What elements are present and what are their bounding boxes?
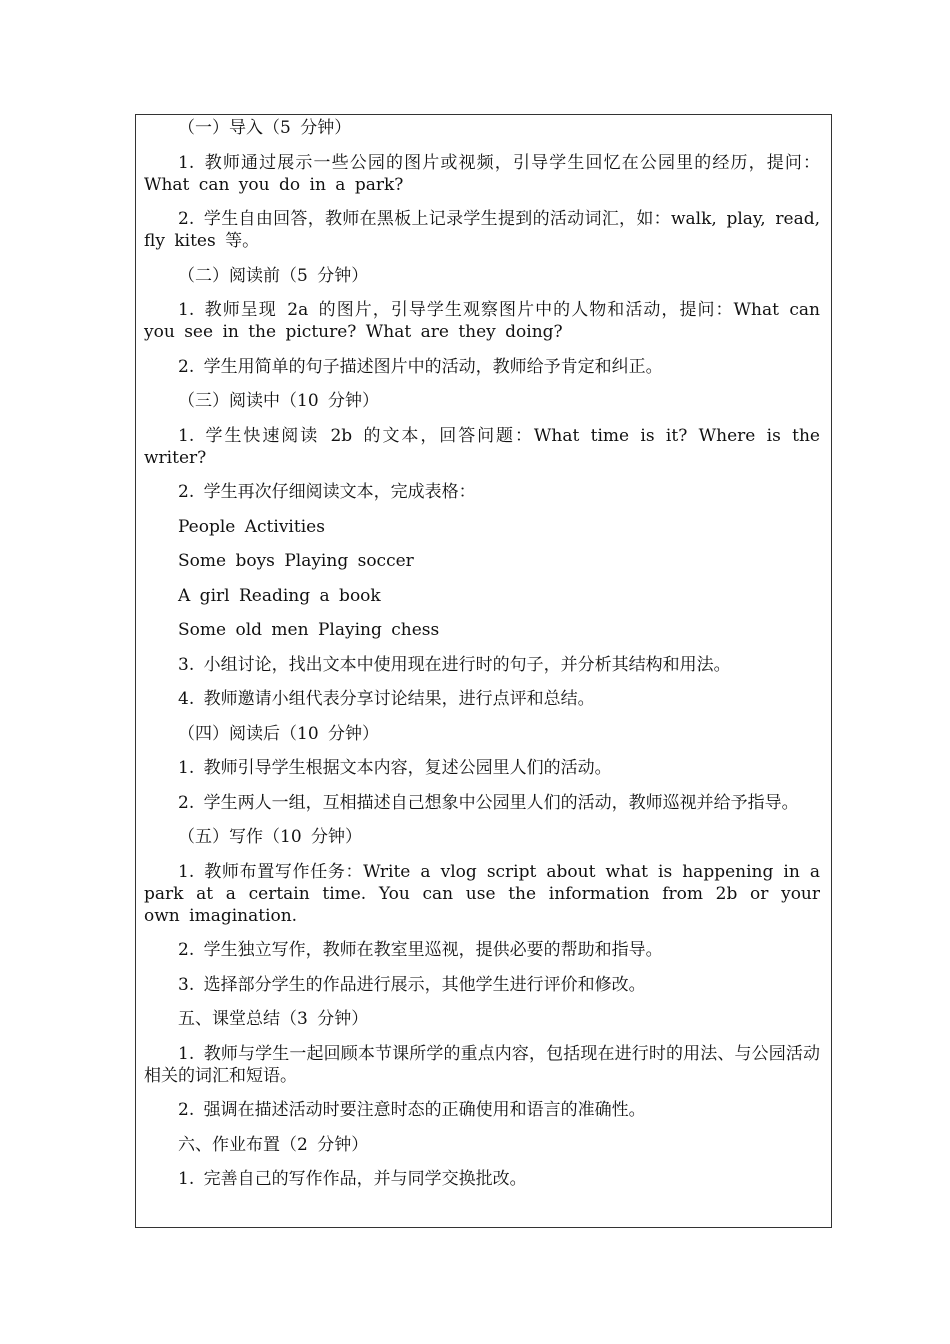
section-heading-summary: 五、课堂总结（3 分钟）	[178, 1009, 369, 1029]
paragraph: 2. 学生用简单的句子描述图片中的活动，教师给予肯定和纠正。	[178, 356, 663, 377]
paragraph: 2. 学生自由回答，教师在黑板上记录学生提到的活动词汇，如：walk, play, read, fly kites 等。	[144, 209, 820, 251]
paragraph: 1. 教师通过展示一些公园的图片或视频，引导学生回忆在公园里的经历，提问：What can you do in a park?	[144, 152, 820, 195]
paragraph: 2. 强调在描述活动时要注意时态的正确使用和语言的准确性。	[178, 1100, 646, 1120]
table-row-line: A girl Reading a book	[178, 585, 381, 606]
section-heading-post-reading: （四）阅读后（10 分钟）	[178, 723, 380, 744]
paragraph: 4. 教师邀请小组代表分享讨论结果，进行点评和总结。	[178, 689, 595, 709]
paragraph: 1. 教师与学生一起回顾本节课所学的重点内容，包括现在进行时的用法、与公园活动相关的词汇和短语。	[144, 1043, 820, 1086]
paragraph: 3. 选择部分学生的作品进行展示，其他学生进行评价和修改。	[178, 974, 646, 995]
table-header-line: People Activities	[178, 516, 325, 537]
table-row-line: Some boys Playing soccer	[178, 551, 414, 571]
paragraph: 1. 学生快速阅读 2b 的文本，回答问题：What time is it? Where is the writer?	[144, 425, 820, 468]
paragraph: 3. 小组讨论，找出文本中使用现在进行时的句子，并分析其结构和用法。	[178, 654, 731, 675]
paragraph: 2. 学生独立写作，教师在教室里巡视，提供必要的帮助和指导。	[178, 940, 663, 960]
paragraph: 1. 教师呈现 2a 的图片，引导学生观察图片中的人物和活动，提问：What can you see in the picture? What are they doing?	[144, 300, 820, 342]
section-heading-writing: （五）写作（10 分钟）	[178, 827, 363, 847]
paragraph: 2. 学生两人一组，互相描述自己想象中公园里人们的活动，教师巡视并给予指导。	[178, 792, 799, 813]
paragraph: 1. 教师布置写作任务：Write a vlog script about what is happening in a park at a certain time. You can use the information from 2b or your own imagination.	[144, 861, 820, 926]
lesson-plan-body	[144, 117, 820, 1203]
section-heading-while-reading: （三）阅读中（10 分钟）	[178, 391, 380, 411]
section-heading-intro: （一）导入（5 分钟）	[178, 118, 352, 138]
paragraph: 1. 完善自己的写作作品，并与同学交换批改。	[178, 1169, 527, 1189]
table-row-line: Some old men Playing chess	[178, 620, 440, 640]
paragraph: 2. 学生再次仔细阅读文本，完成表格：	[178, 482, 476, 502]
section-heading-pre-reading: （二）阅读前（5 分钟）	[178, 265, 369, 286]
section-heading-homework: 六、作业布置（2 分钟）	[178, 1134, 369, 1155]
paragraph: 1. 教师引导学生根据文本内容，复述公园里人们的活动。	[178, 758, 612, 778]
